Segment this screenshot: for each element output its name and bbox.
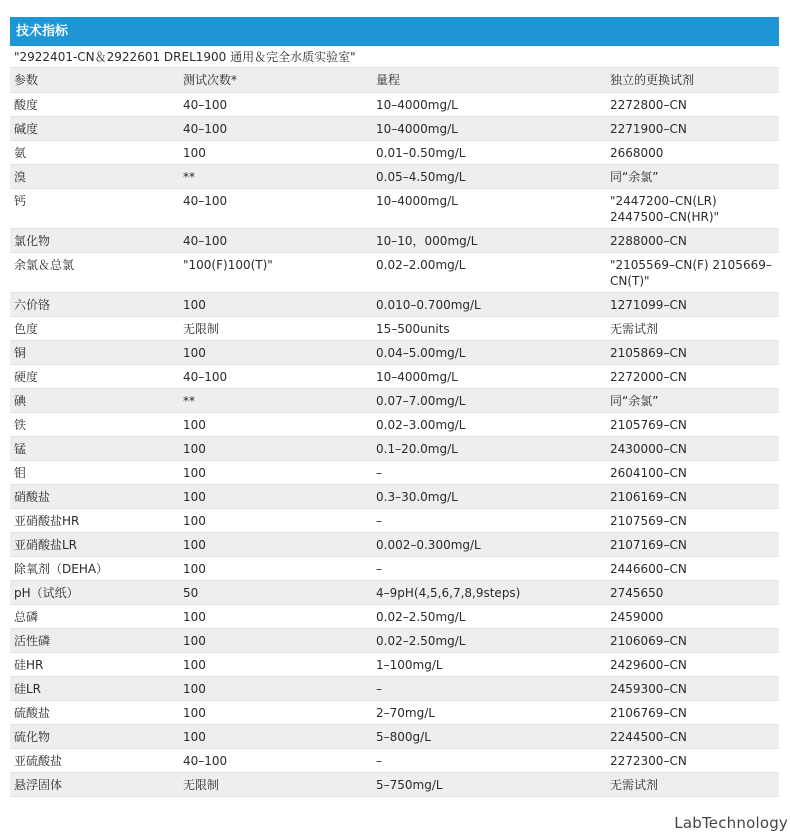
range-cell: 0.010–0.700mg/L xyxy=(372,292,606,316)
parameter-cell: 亚硫酸盐 xyxy=(10,748,179,772)
range-cell: 4–9pH(4,5,6,7,8,9steps) xyxy=(372,580,606,604)
table-row xyxy=(10,556,779,580)
range-cell: 5–800g/L xyxy=(372,724,606,748)
range-cell: – xyxy=(372,676,606,700)
reagent-cell: 2459000 xyxy=(606,604,779,628)
reagent-cell: 2668000 xyxy=(606,140,779,164)
reagent-cell: 2244500–CN xyxy=(606,724,779,748)
parameter-cell: 总磷 xyxy=(10,604,179,628)
range-cell: – xyxy=(372,556,606,580)
specs-table-body xyxy=(10,68,779,796)
test-count-cell: 100 xyxy=(179,340,372,364)
table-row xyxy=(10,748,779,772)
reagent-cell: 2272800–CN xyxy=(606,92,779,116)
section-header: 技术指标 xyxy=(10,17,779,46)
reagent-cell: 2604100–CN xyxy=(606,460,779,484)
table-row xyxy=(10,580,779,604)
test-count-cell: "100(F)100(T)" xyxy=(179,252,372,292)
table-row xyxy=(10,412,779,436)
parameter-cell: 悬浮固体 xyxy=(10,772,179,796)
reagent-cell: 2459300–CN xyxy=(606,676,779,700)
range-cell: 0.02–2.00mg/L xyxy=(372,252,606,292)
column-header: 独立的更换试剂 xyxy=(606,68,779,92)
range-cell: 0.07–7.00mg/L xyxy=(372,388,606,412)
column-header: 量程 xyxy=(372,68,606,92)
table-row xyxy=(10,724,779,748)
reagent-cell: 2107169–CN xyxy=(606,532,779,556)
table-row xyxy=(10,676,779,700)
range-cell: 0.04–5.00mg/L xyxy=(372,340,606,364)
reagent-cell: 2106169–CN xyxy=(606,484,779,508)
reagent-cell: 2272300–CN xyxy=(606,748,779,772)
reagent-cell: 2288000–CN xyxy=(606,228,779,252)
reagent-cell: 2106769–CN xyxy=(606,700,779,724)
parameter-cell: 硝酸盐 xyxy=(10,484,179,508)
test-count-cell: 100 xyxy=(179,484,372,508)
spec-sheet xyxy=(10,17,779,797)
range-cell: 10–4000mg/L xyxy=(372,116,606,140)
parameter-cell: 钙 xyxy=(10,188,179,228)
test-count-cell: 100 xyxy=(179,460,372,484)
test-count-cell: 无限制 xyxy=(179,772,372,796)
range-cell: 10–4000mg/L xyxy=(372,188,606,228)
table-row xyxy=(10,92,779,116)
parameter-cell: 碘 xyxy=(10,388,179,412)
test-count-cell: 40–100 xyxy=(179,228,372,252)
reagent-cell: 无需试剂 xyxy=(606,316,779,340)
test-count-cell: 100 xyxy=(179,292,372,316)
table-row xyxy=(10,484,779,508)
test-count-cell: 100 xyxy=(179,676,372,700)
reagent-cell: 1271099–CN xyxy=(606,292,779,316)
test-count-cell: 40–100 xyxy=(179,92,372,116)
reagent-cell: "2105569–CN(F) 2105669–CN(T)" xyxy=(606,252,779,292)
table-row xyxy=(10,388,779,412)
test-count-cell: ** xyxy=(179,164,372,188)
reagent-cell: 2271900–CN xyxy=(606,116,779,140)
parameter-cell: 钼 xyxy=(10,460,179,484)
table-row xyxy=(10,340,779,364)
test-count-cell: 100 xyxy=(179,604,372,628)
parameter-cell: 余氯＆总氯 xyxy=(10,252,179,292)
table-row xyxy=(10,652,779,676)
test-count-cell: 100 xyxy=(179,652,372,676)
test-count-cell: 100 xyxy=(179,700,372,724)
range-cell: 10–4000mg/L xyxy=(372,92,606,116)
parameter-cell: 色度 xyxy=(10,316,179,340)
reagent-cell: 无需试剂 xyxy=(606,772,779,796)
parameter-cell: 氨 xyxy=(10,140,179,164)
parameter-cell: pH（试纸） xyxy=(10,580,179,604)
range-cell: 0.3–30.0mg/L xyxy=(372,484,606,508)
range-cell: 10–10，000mg/L xyxy=(372,228,606,252)
range-cell: 0.002–0.300mg/L xyxy=(372,532,606,556)
table-row xyxy=(10,604,779,628)
reagent-cell: 2429600–CN xyxy=(606,652,779,676)
range-cell: 0.02–3.00mg/L xyxy=(372,412,606,436)
column-header: 测试次数* xyxy=(179,68,372,92)
parameter-cell: 亚硝酸盐LR xyxy=(10,532,179,556)
range-cell: 5–750mg/L xyxy=(372,772,606,796)
parameter-cell: 碱度 xyxy=(10,116,179,140)
table-row xyxy=(10,292,779,316)
reagent-cell: "2447200–CN(LR) 2447500–CN(HR)" xyxy=(606,188,779,228)
table-row xyxy=(10,364,779,388)
reagent-cell: 2446600–CN xyxy=(606,556,779,580)
table-row xyxy=(10,772,779,796)
test-count-cell: 100 xyxy=(179,508,372,532)
reagent-cell: 2106069–CN xyxy=(606,628,779,652)
range-cell: 2–70mg/L xyxy=(372,700,606,724)
test-count-cell: 40–100 xyxy=(179,188,372,228)
parameter-cell: 活性磷 xyxy=(10,628,179,652)
range-cell: – xyxy=(372,460,606,484)
range-cell: – xyxy=(372,508,606,532)
table-row xyxy=(10,164,779,188)
test-count-cell: 100 xyxy=(179,532,372,556)
parameter-cell: 硫酸盐 xyxy=(10,700,179,724)
table-row xyxy=(10,228,779,252)
range-cell: 0.02–2.50mg/L xyxy=(372,628,606,652)
table-row xyxy=(10,116,779,140)
test-count-cell: 100 xyxy=(179,628,372,652)
test-count-cell: 50 xyxy=(179,580,372,604)
test-count-cell: 40–100 xyxy=(179,364,372,388)
reagent-cell: 同“余氯” xyxy=(606,388,779,412)
watermark-logo: LabTechnology xyxy=(674,814,788,832)
parameter-cell: 硫化物 xyxy=(10,724,179,748)
parameter-cell: 酸度 xyxy=(10,92,179,116)
range-cell: 15–500units xyxy=(372,316,606,340)
table-row xyxy=(10,460,779,484)
parameter-cell: 锰 xyxy=(10,436,179,460)
reagent-cell: 2430000–CN xyxy=(606,436,779,460)
parameter-cell: 硅HR xyxy=(10,652,179,676)
parameter-cell: 除氧剂（DEHA） xyxy=(10,556,179,580)
table-row xyxy=(10,188,779,228)
reagent-cell: 2745650 xyxy=(606,580,779,604)
specs-table xyxy=(10,68,779,797)
reagent-cell: 同“余氯” xyxy=(606,164,779,188)
range-cell: 0.01–0.50mg/L xyxy=(372,140,606,164)
reagent-cell: 2105769–CN xyxy=(606,412,779,436)
reagent-cell: 2272000–CN xyxy=(606,364,779,388)
parameter-cell: 亚硝酸盐HR xyxy=(10,508,179,532)
reagent-cell: 2107569–CN xyxy=(606,508,779,532)
table-row xyxy=(10,436,779,460)
test-count-cell: ** xyxy=(179,388,372,412)
table-row xyxy=(10,532,779,556)
test-count-cell: 100 xyxy=(179,724,372,748)
range-cell: 0.1–20.0mg/L xyxy=(372,436,606,460)
product-subtitle: "2922401-CN＆2922601 DREL1900 通用＆完全水质实验室" xyxy=(10,46,779,68)
parameter-cell: 硅LR xyxy=(10,676,179,700)
parameter-cell: 氯化物 xyxy=(10,228,179,252)
parameter-cell: 硬度 xyxy=(10,364,179,388)
range-cell: 0.02–2.50mg/L xyxy=(372,604,606,628)
test-count-cell: 100 xyxy=(179,412,372,436)
parameter-cell: 铜 xyxy=(10,340,179,364)
range-cell: – xyxy=(372,748,606,772)
range-cell: 0.05–4.50mg/L xyxy=(372,164,606,188)
table-row xyxy=(10,700,779,724)
parameter-cell: 溴 xyxy=(10,164,179,188)
table-row xyxy=(10,252,779,292)
test-count-cell: 100 xyxy=(179,436,372,460)
range-cell: 10–4000mg/L xyxy=(372,364,606,388)
test-count-cell: 40–100 xyxy=(179,748,372,772)
range-cell: 1–100mg/L xyxy=(372,652,606,676)
test-count-cell: 100 xyxy=(179,556,372,580)
parameter-cell: 铁 xyxy=(10,412,179,436)
test-count-cell: 100 xyxy=(179,140,372,164)
table-header-row xyxy=(10,68,779,92)
table-row xyxy=(10,508,779,532)
test-count-cell: 无限制 xyxy=(179,316,372,340)
table-row xyxy=(10,316,779,340)
parameter-cell: 六价铬 xyxy=(10,292,179,316)
reagent-cell: 2105869–CN xyxy=(606,340,779,364)
table-row xyxy=(10,140,779,164)
column-header: 参数 xyxy=(10,68,179,92)
table-row xyxy=(10,628,779,652)
test-count-cell: 40–100 xyxy=(179,116,372,140)
